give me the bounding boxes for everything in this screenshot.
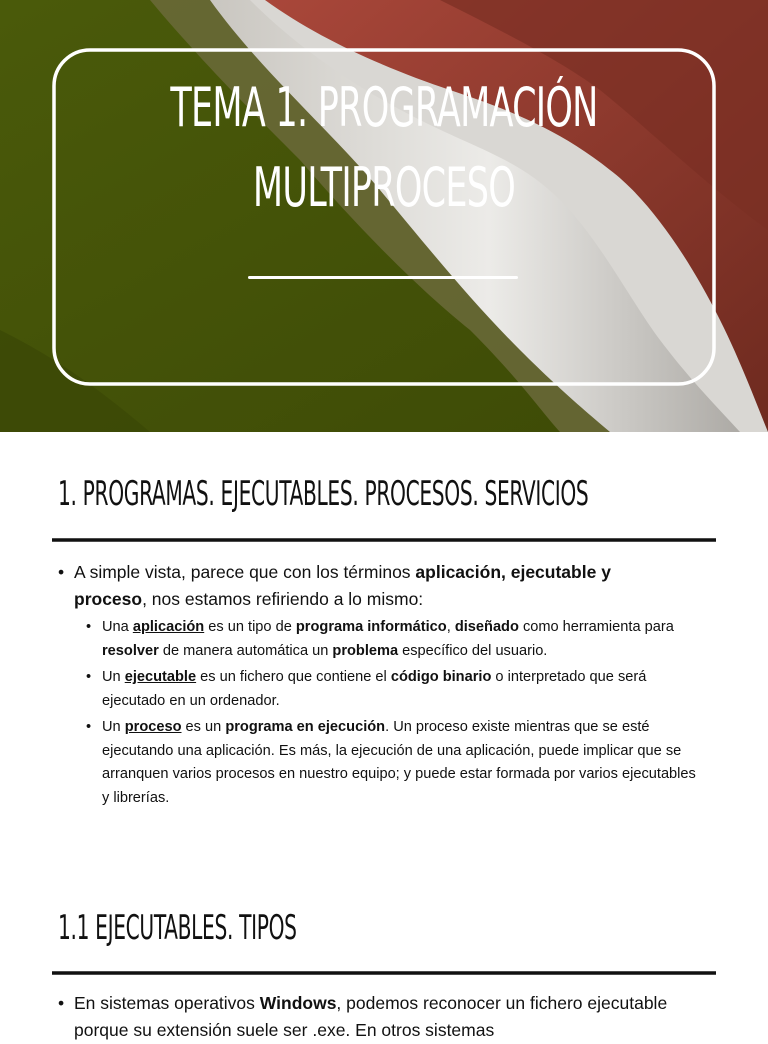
text: o interpretado que será ejecutado en un ordenador. xyxy=(102,669,647,709)
text: es un xyxy=(181,719,226,735)
bullet-intro xyxy=(58,559,678,613)
bullet-dot: • xyxy=(86,719,92,735)
bold-text: resolver xyxy=(102,642,159,659)
text: Un xyxy=(102,719,125,735)
text: Una xyxy=(102,619,133,635)
bold-text: programa informático xyxy=(295,619,447,635)
text: es un fichero que contiene el xyxy=(196,669,391,685)
text: Un xyxy=(102,669,125,685)
heading-rule xyxy=(52,538,716,542)
text: específico del usuario. xyxy=(398,642,548,659)
heading-rule xyxy=(52,971,716,975)
text: , xyxy=(446,619,455,635)
bullet-dot: • xyxy=(58,562,65,582)
title-slide xyxy=(0,0,768,432)
subbullet-aplicacion xyxy=(86,616,706,663)
text: es un tipo de xyxy=(204,619,296,635)
title-underline xyxy=(248,276,518,279)
term-aplicacion: aplicación xyxy=(132,619,205,635)
bold-text: Windows xyxy=(259,993,337,1013)
text: . Un proceso existe mientras que se esté ejecutando una aplicación. Es más, la ejecución de una aplicación, puede implicar que se arranquen varios procesos en nuestro equipo; y puede estar formada por varios ejecutables y librerías. xyxy=(102,719,696,806)
subbullet-proceso xyxy=(86,716,706,810)
subbullet-ejecutable xyxy=(86,666,706,713)
section-heading-programas: 1. PROGRAMAS. EJECUTABLES. PROCESOS. SERVICIOS xyxy=(58,474,589,514)
text: En sistemas operativos xyxy=(74,993,260,1013)
text: , podemos reconocer un fichero ejecutable porque su extensión suele ser .exe. En otros sistemas xyxy=(74,993,668,1040)
slide-title xyxy=(145,78,623,238)
text: como herramienta para xyxy=(518,619,674,635)
bold-text: diseñado xyxy=(454,619,519,635)
slide-title-line2: MULTIPROCESO xyxy=(252,156,516,219)
slide-title-line1: TEMA 1. PROGRAMACIÓN xyxy=(170,76,598,139)
bold-text: código binario xyxy=(390,669,492,685)
bold-text: problema xyxy=(332,642,399,659)
bold-text: programa en ejecución xyxy=(225,719,386,735)
bullet-dot: • xyxy=(86,669,92,685)
text: de manera automática un xyxy=(158,642,333,659)
bullet-intro-bold: aplicación, ejecutable y proceso xyxy=(74,562,611,609)
bullet-intro-text: A simple vista, parece que con los términos xyxy=(74,562,416,582)
term-ejecutable: ejecutable xyxy=(124,669,197,685)
bullet-windows xyxy=(58,990,678,1044)
bullet-dot: • xyxy=(86,619,92,635)
bullet-intro-tail: , nos estamos refiriendo a lo mismo: xyxy=(142,589,424,609)
section-heading-ejecutables: 1.1 EJECUTABLES. TIPOS xyxy=(58,908,297,948)
bullet-dot: • xyxy=(58,993,65,1013)
term-proceso: proceso xyxy=(124,719,182,735)
